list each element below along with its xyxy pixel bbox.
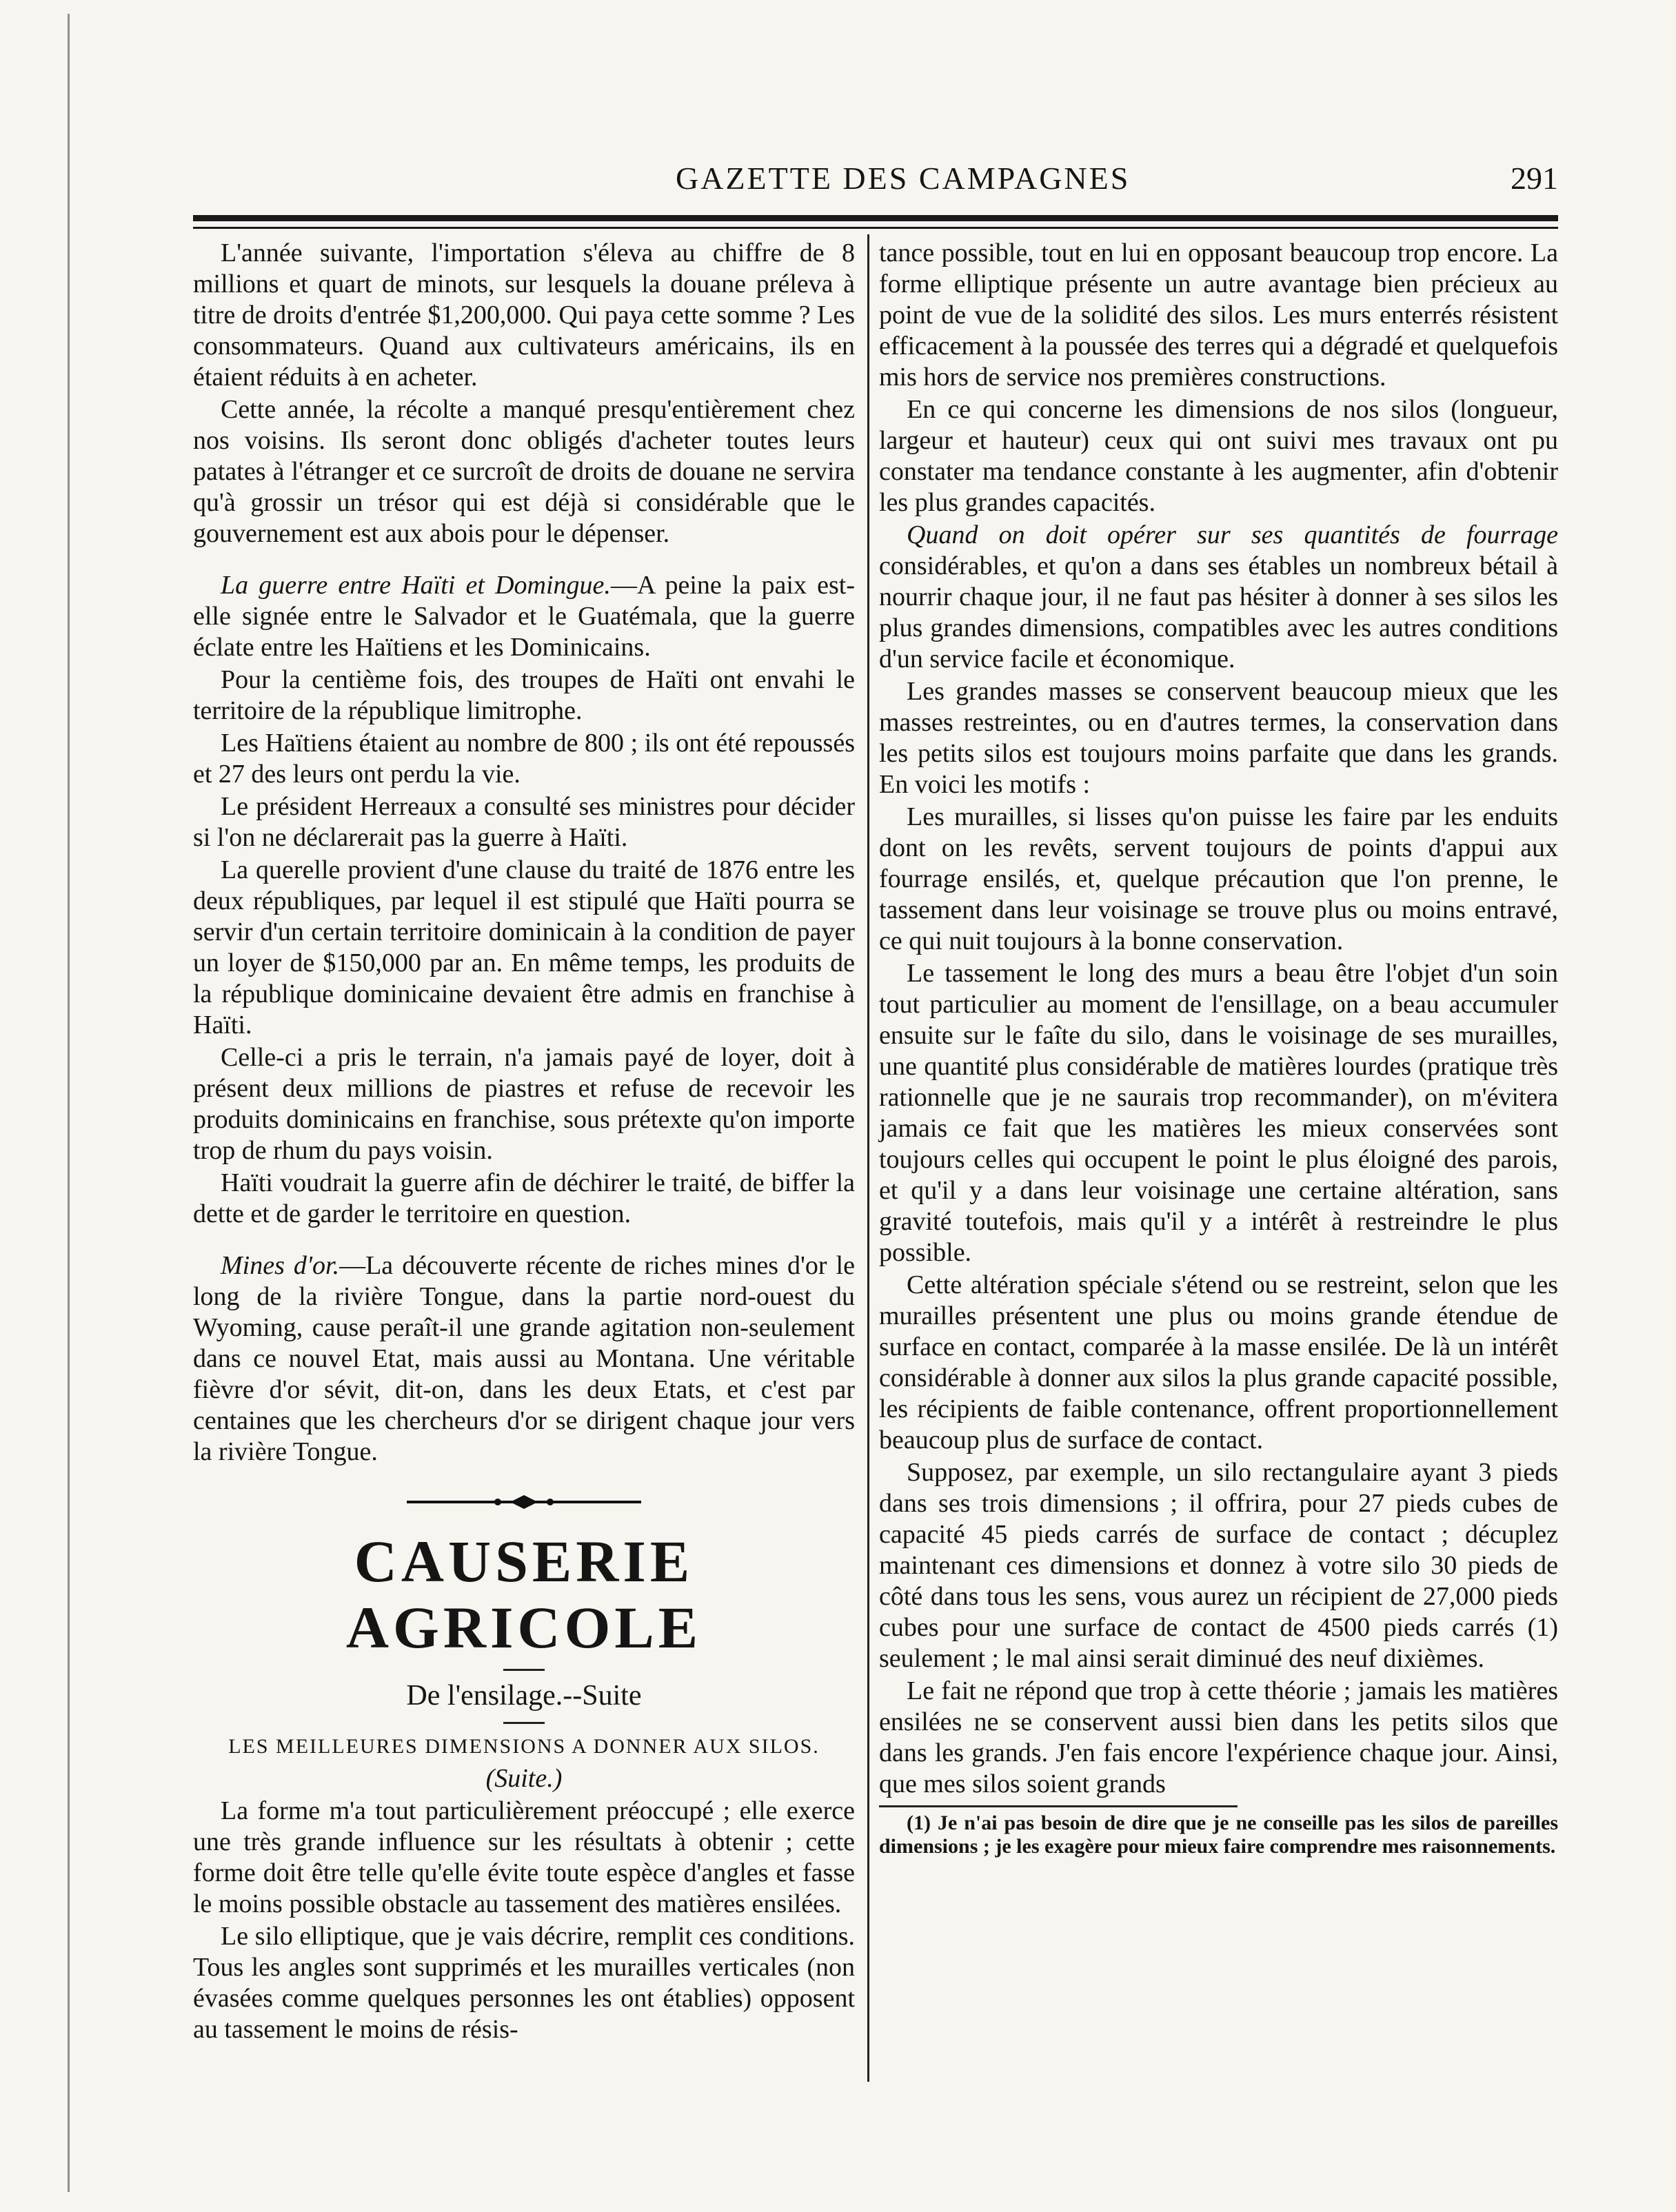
paragraph: Haïti voudrait la guerre afin de déchirer le traité, de biffer la dette et de garder le territoire en question. xyxy=(193,1168,855,1228)
footnote-rule xyxy=(879,1805,1238,1807)
paragraph xyxy=(879,520,1558,675)
page-number: 291 xyxy=(1511,161,1558,196)
binding-margin-line xyxy=(68,14,70,2192)
suite-note: (Suite.) xyxy=(485,1764,563,1793)
paragraph: Les murailles, si lisses qu'on puisse les faire par les enduits dont on les revêts, servent toujours de points d'appui aux fourrage ensilés, et, quelque précaution que l'on prenne, le tassement dans leur voisinage se trouve plus ou moins entravé, ce qui nuit toujours à la bonne conservation. xyxy=(879,802,1558,955)
footnote: (1) Je n'ai pas besoin de dire que je ne conseille pas les silos de pareilles dimensions ; je les exagère pour mieux faire comprendre mes raisonnements. xyxy=(879,1812,1558,1858)
paragraph: La querelle provient d'une clause du traité de 1876 entre les deux républiques, par lequel il est stipulé que Haïti pourra se servir d'un certain territoire dominicain à la condition de payer un loyer de $150,000 par an. En même temps, les produits de la république dominicaine devaient être admis en franchise à Haïti. xyxy=(193,855,855,1039)
header-rule-thin xyxy=(193,227,1558,229)
header-rule-thick xyxy=(193,215,1558,221)
news-item-label: Mines d'or. xyxy=(221,1251,340,1280)
paragraph: Le silo elliptique, que je vais décrire, remplit ces conditions. Tous les angles sont supprimés et les murailles verticales (non évasées comme quelques personnes les ont établies) opposent au tassement le moins de résis- xyxy=(193,1922,855,2044)
news-item-text: —La découverte récente de riches mines d'or le long de la rivière Tongue, dans la partie nord-ouest du Wyoming, cause peraît-il une grande agitation non-seulement dans ce nouvel Etat, mais aussi au Montana. Une véritable fièvre d'or sévit, dit-on, dans les deux Etats, et c'est par centaines que les chercheurs d'or se dirigent chaque jour vers la rivière Tongue. xyxy=(193,1251,855,1466)
section-ornament xyxy=(407,1494,641,1510)
subsection-heading: LES MEILLEURES DIMENSIONS A DONNER AUX SILOS. xyxy=(228,1735,820,1758)
paragraph: Le président Herreaux a consulté ses ministres pour décider si l'on ne déclarerait pas la guerre à Haïti. xyxy=(193,792,855,852)
paragraph: Le fait ne répond que trop à cette théorie ; jamais les matières ensilées ne se conservent aussi bien dans les petits silos que dans les grands. J'en fais encore l'expérience chaque jour. Ainsi, que mes silos soient grands xyxy=(879,1676,1558,1798)
paragraph: Celle-ci a pris le terrain, n'a jamais payé de loyer, doit à présent deux millions de piastres et refuse de recevoir les produits dominicains en franchise, sous prétexte qu'on importe trop de rhum du pays voisin. xyxy=(193,1043,855,1165)
news-item-text: —A peine la paix est-elle signée entre le Salvador et le Guatémala, que la guerre éclate entre les Haïtiens et les Dominicains. xyxy=(193,571,855,662)
paragraph: L'année suivante, l'importation s'éleva au chiffre de 8 millions et quart de minots, sur lesquels la douane préleva à titre de droits d'entrée $1,200,000. Qui paya cette somme ? Les consommateurs. Quand aux cultivateurs américains, ils en étaient réduits à en acheter. xyxy=(193,239,855,392)
paragraph: En ce qui concerne les dimensions de nos silos (longueur, largeur et hauteur) ceux qui ont suivi mes travaux ont pu constater ma tendance constante à les augmenter, afin d'obtenir les plus grandes capacités. xyxy=(879,395,1558,517)
news-item-label: La guerre entre Haïti et Domingue. xyxy=(221,571,611,600)
news-item-mines xyxy=(193,1250,855,1468)
paragraph: Le tassement le long des murs a beau être l'objet d'un soin tout particulier au moment de l'ensillage, on a beau accumuler ensuite sur le faîte du silo, dans le voisinage de ses murailles, une quantité plus considérable de matières lourdes (pratique très rationnelle que je ne saurais trop recommander), on m'évitera jamais ce fait que les matières les mieux conservées sont toujours celles qui occupent le point le plus éloigné des parois, et qu'il y a dans leur voisinage une certaine altération, sans gravité toutefois, mais qu'il y a intérêt à restreindre le plus possible. xyxy=(879,959,1558,1267)
paragraph-text: considérables, et qu'on a dans ses étables un nombreux bétail à nourrir chaque jour, il ne faut pas hésiter à donner à ses silos les plus grandes dimensions, compatibles avec les autres conditions d'un service facile et économique. xyxy=(879,551,1558,673)
left-column xyxy=(193,238,855,2045)
news-item-haiti xyxy=(193,570,855,663)
section-title: CAUSERIE AGRICOLE xyxy=(345,1528,703,1661)
paragraph: Pour la centième fois, des troupes de Haïti ont envahi le territoire de la république limitrophe. xyxy=(193,665,855,725)
paragraph: Supposez, par exemple, un silo rectangulaire ayant 3 pieds dans ses trois dimensions ; il offrira, pour 27 pieds cubes de capacité 45 pieds carrés de surface de contact ; décuplez maintenant ces dimensions et donnez à votre silo 30 pieds de côté dans tous les sens, vous aurez un récipient de 27,000 pieds cubes pour une surface de contact de 4500 pieds carrés (1) seulement ; le mal ainsi serait diminué des neuf dixièmes. xyxy=(879,1458,1558,1673)
italic-phrase: Quand on doit opérer sur ses quantités de fourrage xyxy=(907,520,1558,549)
column-divider xyxy=(867,234,869,2082)
paragraph: tance possible, tout en lui en opposant beaucoup trop encore. La forme elliptique présente un autre avantage bien précieux au point de vue de la solidité des silos. Les murs enterrés résistent efficacement à la poussée des terres qui a dégradé et quelquefois mis hors de service nos premières constructions. xyxy=(879,239,1558,392)
paragraph: Cette altération spéciale s'étend ou se restreint, selon que les murailles présentent une plus ou moins grande étendue de surface en contact, comparée à la masse ensilée. De là un intérêt considérable à donner aux silos la plus grande capacité possible, les récipients de faible contenance, offrent proportionnellement beaucoup plus de surface de contact. xyxy=(879,1270,1558,1454)
running-title: GAZETTE DES CAMPAGNES xyxy=(676,161,1131,196)
right-column xyxy=(879,238,1558,1858)
paragraph: La forme m'a tout particulièrement préoccupé ; elle exerce une très grande influence sur les résultats à obtenir ; cette forme doit être telle qu'elle évite toute espèce d'angles et fasse le moins possible obstacle au tassement des matières ensilées. xyxy=(193,1796,855,1918)
section-subtitle: De l'ensilage.--Suite xyxy=(406,1680,642,1712)
title-rule xyxy=(503,1669,545,1671)
page-header xyxy=(193,160,1558,201)
paragraph: Cette année, la récolte a manqué presqu'entièrement chez nos voisins. Ils seront donc obligés d'acheter toutes leurs patates à l'étranger et ce surcroît de droits de douane ne servira qu'à grossir un trésor qui est déjà si considérable que le gouvernement est aux abois pour le dépenser. xyxy=(193,395,855,548)
subtitle-rule xyxy=(503,1722,545,1724)
paragraph: Les Haïtiens étaient au nombre de 800 ; ils ont été repoussés et 27 des leurs ont perdu la vie. xyxy=(193,729,855,789)
paragraph: Les grandes masses se conservent beaucoup mieux que les masses restreintes, ou en d'autres termes, la conservation dans les petits silos est toujours moins parfaite que dans les grands. En voici les motifs : xyxy=(879,677,1558,799)
